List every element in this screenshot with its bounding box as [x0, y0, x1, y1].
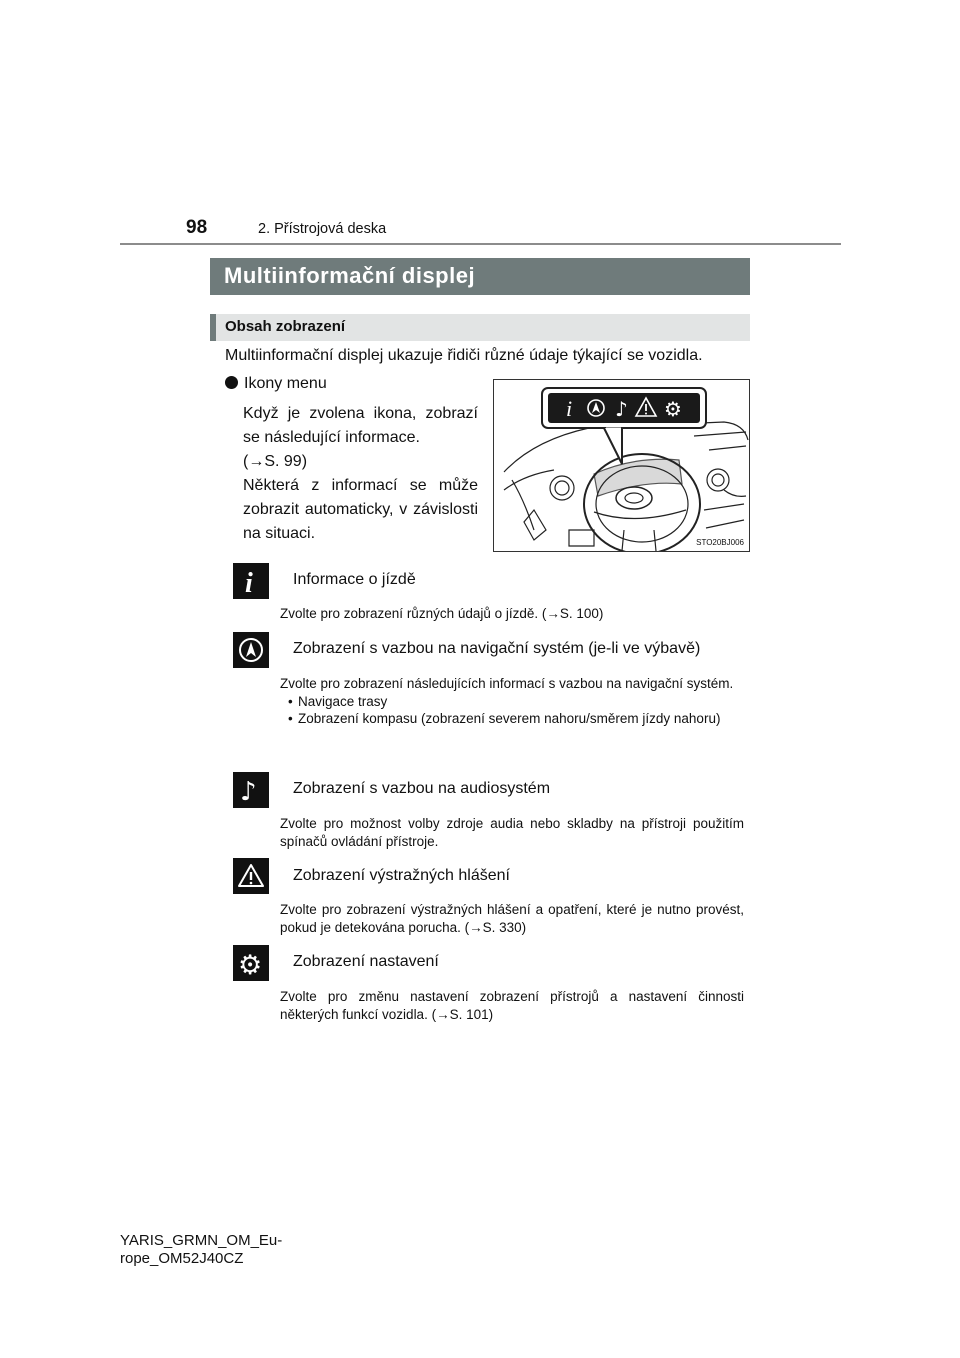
item-desc-text: Zvolte pro možnost volby zdroje audia nebo skladby na přístroji použitím spínačů ovládání přístroje.: [280, 816, 744, 849]
list-item: • Navigace trasy: [280, 693, 744, 711]
svg-text:♪: ♪: [240, 777, 257, 807]
chapter-title: 2. Přístrojová deska: [258, 221, 387, 237]
section-title-bar: [210, 258, 750, 295]
page-number: 98: [186, 217, 208, 238]
item-desc-warnings: [280, 901, 744, 936]
menu-bullet: [225, 375, 327, 393]
menu-description: [243, 402, 478, 546]
navigation-icon: [233, 632, 269, 668]
navigation-list: [280, 693, 744, 728]
svg-text:i: i: [566, 396, 573, 421]
item-desc-navigation: [280, 675, 744, 728]
item-desc-text: Zvolte pro zobrazení následujících informací s vazbou na navigační systém.: [280, 676, 734, 691]
list-item: • Zobrazení kompasu (zobrazení severem nahoru/směrem jízdy nahoru): [280, 710, 744, 728]
svg-text:i: i: [245, 568, 253, 599]
illustration-code: STO20BJ006: [696, 538, 744, 547]
footer-line1: YARIS_GRMN_OM_Eu-: [120, 1232, 283, 1249]
gear-icon: [233, 945, 269, 981]
item-title-audio: Zobrazení s vazbou na audiosystém: [293, 780, 551, 797]
dashboard-illustration: [493, 379, 750, 552]
svg-text:⚙: ⚙: [664, 397, 682, 421]
item-desc-settings: [280, 988, 744, 1023]
item-desc-text: Zvolte pro zobrazení různých údajů o jízdě. (→S. 100): [280, 606, 604, 621]
item-desc-driving-info: [280, 605, 744, 623]
svg-text:♪: ♪: [615, 397, 628, 421]
menu-description-line1: Když je zvolena ikona, zobrazí se následující informace.: [243, 405, 478, 446]
item-desc-text: Zvolte pro zobrazení výstražných hlášení a opatření, které je nutno provést, pokud je detekována porucha. (→S. 330): [280, 902, 744, 935]
menu-description-ref: (→S. 99): [243, 453, 308, 470]
intro-text: Multiinformační displej ukazuje řidiči různé údaje týkající se vozidla.: [225, 347, 703, 364]
subsection-title: Obsah zobrazení: [225, 318, 346, 335]
menu-description-line3: Některá z informací se může zobrazit automaticky, v závislosti na situaci.: [243, 477, 478, 542]
footer-code: [120, 1232, 282, 1268]
svg-text:⚙: ⚙: [238, 950, 263, 981]
item-title-warnings: Zobrazení výstražných hlášení: [293, 867, 510, 884]
info-icon: [233, 563, 269, 599]
item-title-settings: Zobrazení nastavení: [293, 953, 439, 970]
music-note-icon: [233, 772, 269, 808]
footer-line2: rope_OM52J40CZ: [120, 1250, 244, 1267]
item-desc-text: Zvolte pro změnu nastavení zobrazení přístrojů a nastavení činnosti některých funkcí vozidla. (→S. 101): [280, 989, 744, 1022]
header-rule: [120, 243, 841, 245]
item-title-driving-info: Informace o jízdě: [293, 571, 416, 588]
item-desc-audio: [280, 815, 744, 850]
warning-icon: [233, 858, 269, 894]
item-title-navigation: Zobrazení s vazbou na navigační systém (je-li ve výbavě): [293, 640, 701, 657]
section-title: Multiinformační displej: [224, 263, 476, 288]
bullet-dot: [225, 376, 238, 389]
subsection-accent: [210, 314, 216, 341]
menu-bullet-label: Ikony menu: [244, 375, 327, 392]
dashboard-drawing: [494, 380, 749, 551]
subsection-bar: [210, 314, 750, 341]
